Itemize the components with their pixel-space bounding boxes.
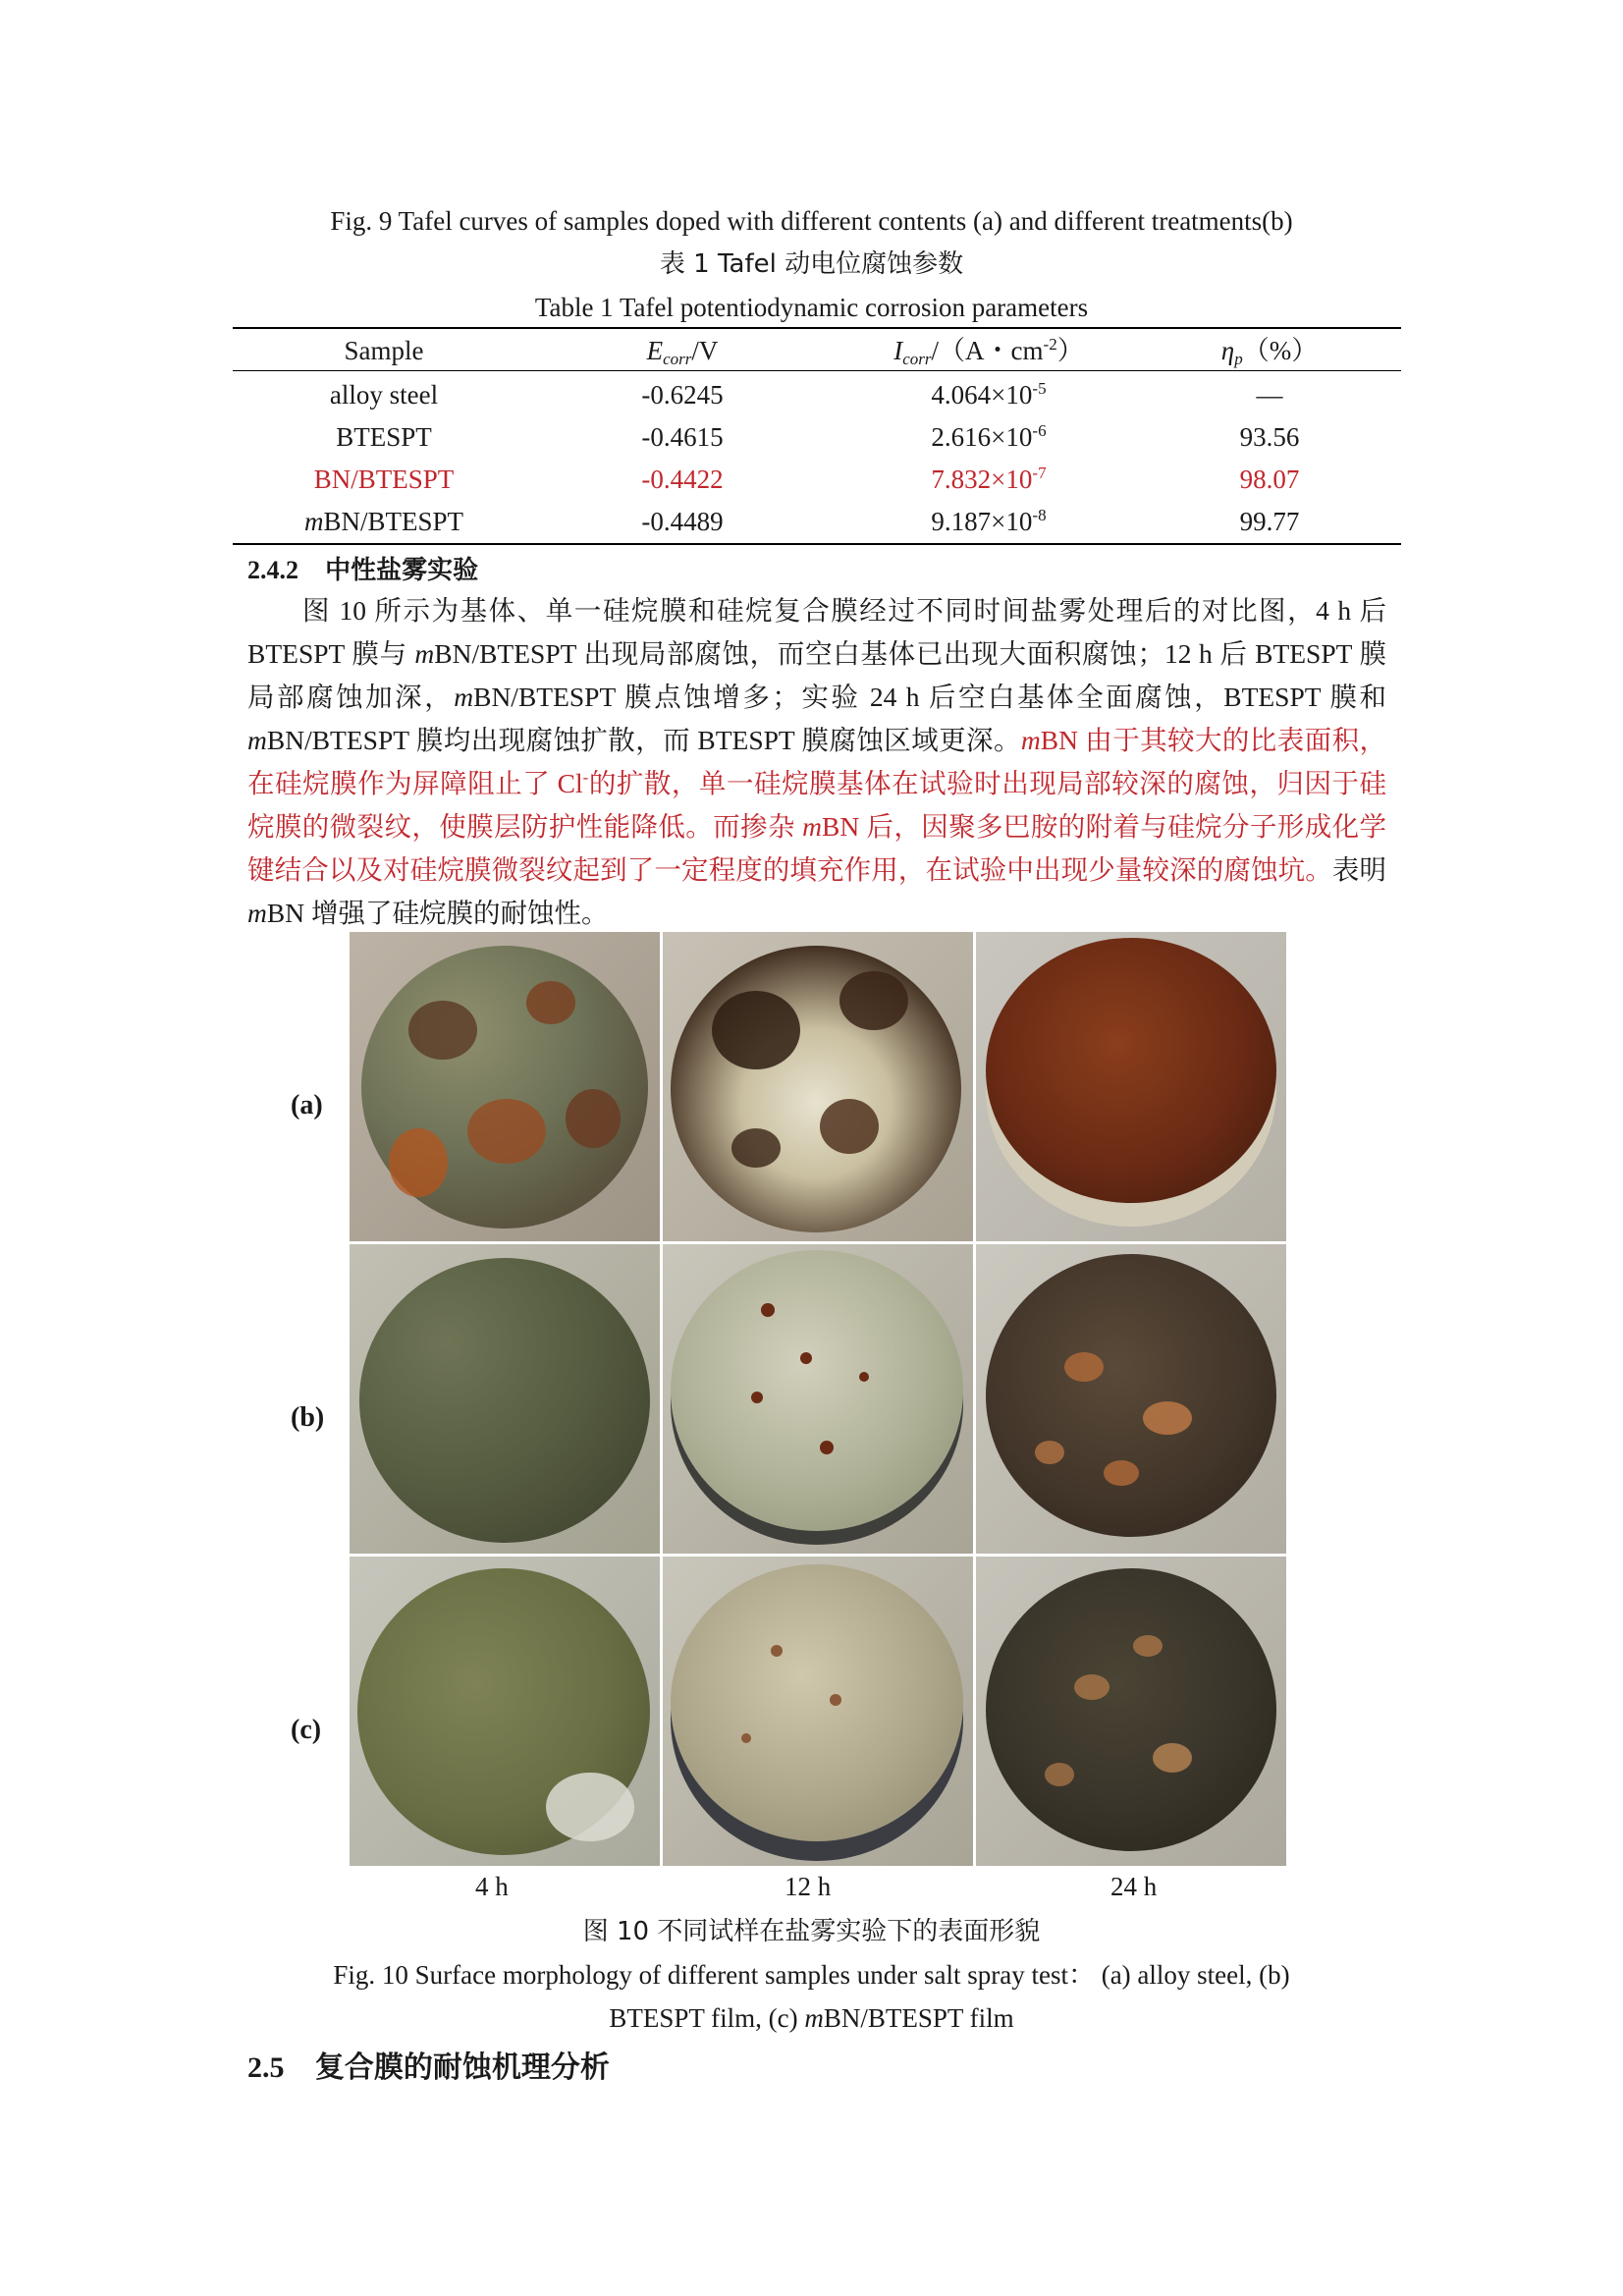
fig9-caption: Fig. 9 Tafel curves of samples doped with different contents (a) and different treatments(b) (330, 206, 1293, 236)
cell-sample: BN/BTESPT (313, 465, 455, 494)
row-label-a: (a) (291, 1090, 323, 1121)
fig10-caption-en-line1: Fig. 10 Surface morphology of different samples under salt spray test： (a) alloy steel, (b) (333, 1960, 1290, 1990)
time-label-12h: 12 h (784, 1872, 832, 1901)
fig10-caption-cn: 图 10 不同试样在盐雾实验下的表面形貌 (582, 1917, 1041, 1946)
section-heading-2-4-2: 2.4.2 中性盐雾实验 (247, 556, 479, 585)
photo-b-12h (663, 1244, 973, 1554)
time-label-24h: 24 h (1110, 1872, 1158, 1901)
body-paragraph: 图 10 所示为基体、单一硅烷膜和硅烷复合膜经过不同时间盐雾处理后的对比图，4 h 后 BTESPT 膜与 mBN/BTESPT 出现局部腐蚀，而空白基体已出现大面积腐蚀；12 h 后 BTESPT 膜局部腐蚀加深，mBN/BTESPT 膜点蚀增多；实验 24 h 后空白基体全面腐蚀，BTESPT 膜和 mBN/BTESPT 膜均出现腐蚀扩散，而 BTESPT 膜腐蚀区域更深。mBN 由于其较大的比表面积，在硅烷膜作为屏障阻止了 Cl-的扩散，单一硅烷膜基体在试验时出现局部较深的腐蚀，归因于硅烷膜的微裂纹，使膜层防护性能降低。而掺杂 mBN 后，因聚多巴胺的附着与硅烷分子形成化学键结合以及对硅烷膜微裂纹起到了一定程度的填充作用，在试验中出现少量较深的腐蚀坑。表明 mBN 增强了硅烷膜的耐蚀性。 (247, 595, 1387, 928)
cell-eta: — (1256, 380, 1283, 410)
cell-eta: 98.07 (1239, 465, 1300, 494)
photo-a-24h (976, 932, 1286, 1241)
cell-icorr: $2.616\times 10^{-6}$ (931, 421, 1047, 452)
cell-ecorr: -0.4615 (641, 422, 724, 452)
cell-sample: BTESPT (336, 422, 432, 452)
cell-ecorr: -0.6245 (641, 380, 724, 410)
cell-ecorr: -0.4489 (641, 507, 724, 536)
fig10-caption-en-line2: BTESPT film, (c) mBN/BTESPT film (609, 2003, 1014, 2033)
cell-ecorr: -0.4422 (641, 465, 724, 494)
cell-icorr: $4.064\times 10^{-5}$ (931, 379, 1047, 410)
highlighted-text: mBN 由于其较大的比表面积，在硅烷膜作为屏障阻止了 Cl-的扩散，单一硅烷膜基体在试验时出现局部较深的腐蚀，归因于硅烷膜的微裂纹，使膜层防护性能降低。而掺杂 mBN 后，因聚多巴胺的附着与硅烷分子形成化学键结合以及对硅烷膜微裂纹起到了一定程度的填充作用，在试验中出现少量较深的腐蚀坑。 (247, 725, 1387, 885)
photo-b-24h (976, 1244, 1286, 1554)
cell-eta: 93.56 (1239, 422, 1300, 452)
table-top-rule (233, 327, 1401, 329)
cell-eta: 99.77 (1239, 507, 1300, 536)
table-title-en: Table 1 Tafel potentiodynamic corrosion parameters (534, 293, 1089, 322)
table-header-rule (233, 370, 1401, 371)
photo-c-4h (350, 1557, 660, 1866)
photo-c-12h (663, 1557, 973, 1866)
table-bottom-rule (233, 543, 1401, 545)
header-eta: $\eta_p(\%)$ (1220, 336, 1319, 368)
cell-sample: alloy steel (329, 380, 439, 410)
table-title-cn: 表 1 Tafel 动电位腐蚀参数 (659, 249, 964, 279)
figure-10-photo-grid (350, 932, 1286, 1866)
section-heading-2-5: 2.5 复合膜的耐蚀机理分析 (247, 2050, 610, 2085)
row-label-b: (b) (291, 1402, 325, 1433)
cell-sample: mBN/BTESPT (303, 507, 464, 536)
photo-b-4h (350, 1244, 660, 1554)
photo-a-4h (350, 932, 660, 1241)
cell-icorr: $9.187\times 10^{-8}$ (931, 506, 1047, 536)
photo-a-12h (663, 932, 973, 1241)
header-sample: Sample (344, 336, 424, 365)
header-ecorr: $E_{corr}/V$ (646, 336, 719, 368)
cell-icorr: $7.832\times 10^{-7}$ (931, 464, 1047, 494)
header-icorr: $I_{corr}/(A$・$cm^{-2}$） (893, 335, 1084, 368)
row-label-c: (c) (291, 1715, 322, 1745)
time-label-4h: 4 h (475, 1872, 509, 1901)
photo-c-24h (976, 1557, 1286, 1866)
